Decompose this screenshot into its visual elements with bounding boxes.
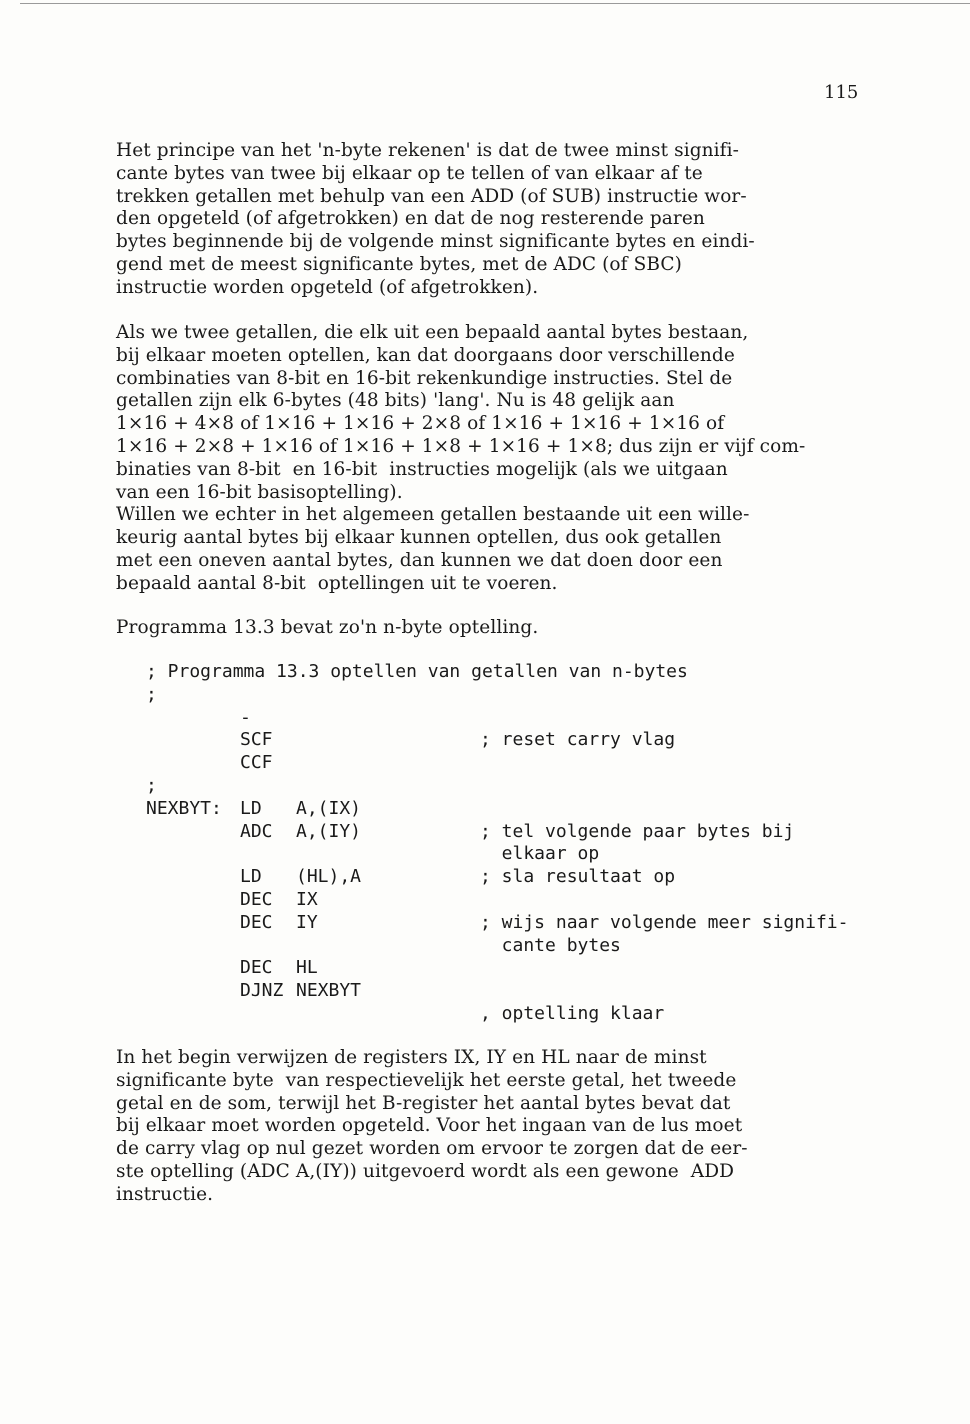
paragraph-program-intro: Programma 13.3 bevat zo'n n-byte optelling. <box>116 617 539 638</box>
code-line <box>146 729 866 752</box>
code-opcode: DEC <box>240 911 273 933</box>
code-opcode: LD <box>240 797 262 819</box>
code-comment: elkaar op <box>480 843 600 865</box>
code-operand: NEXBYT <box>296 980 362 1002</box>
code-comment: cante bytes <box>480 934 621 956</box>
code-label: NEXBYT: <box>146 797 222 819</box>
code-operand: A,(IY) <box>296 820 362 842</box>
code-comment: ; reset carry vlag <box>480 729 676 751</box>
code-line <box>146 821 866 844</box>
code-line <box>146 707 866 730</box>
code-comment: ; sla resultaat op <box>480 866 676 888</box>
code-line <box>146 980 866 1003</box>
code-line <box>146 866 866 889</box>
code-operand: A,(IX) <box>296 797 362 819</box>
program-listing <box>146 661 866 1026</box>
code-opcode: DEC <box>240 888 273 910</box>
code-line <box>146 843 866 866</box>
code-operand: HL <box>296 957 318 979</box>
code-comment: ; tel volgende paar bytes bij <box>480 820 795 842</box>
code-operand: IY <box>296 911 318 933</box>
code-comment: ; wijs naar volgende meer signifi- <box>480 911 849 933</box>
code-line <box>146 912 866 935</box>
paragraph-explanation: In het begin verwijzen de registers IX, IY en HL naar de minst significante byte van respectievelijk het eerste getal, het tweede getal en de som, terwijl het B-register het aantal bytes bevat dat bij elkaar moet worden opgeteld. Voor het ingaan van de lus moet de carry vlag op nul gezet worden om ervoor te zorgen dat de eer- ste optelling (ADC A,(IY)) uitgevoerd wordt als een gewone ADD instructie. <box>116 1047 748 1205</box>
paragraph-n-byte-principle: Het principe van het 'n-byte rekenen' is dat de twee minst signifi- cante bytes van twee bij elkaar op te tellen of van elkaar af te trekken getallen met behulp van een ADD (of SUB) instructie wor- den opgeteld (of afgetrokken) en dat de nog resterende paren bytes beginnende bij de volgende minst significante bytes en eindi- gend met de meest significante bytes, met de ADC (of SBC) instructie worden opgeteld (of afgetrokken). <box>116 140 755 298</box>
code-operand: (HL),A <box>296 866 362 888</box>
code-line <box>146 798 866 821</box>
code-opcode: SCF <box>240 729 273 751</box>
code-line <box>146 775 866 798</box>
code-opcode: ADC <box>240 820 273 842</box>
code-line <box>146 1003 866 1026</box>
code-line <box>146 684 866 707</box>
page-top-edge <box>20 3 970 4</box>
code-line <box>146 752 866 775</box>
code-line <box>146 935 866 958</box>
code-opcode: DEC <box>240 957 273 979</box>
code-label: ; <box>146 683 157 705</box>
code-comment: , optelling klaar <box>480 1002 665 1024</box>
code-line <box>146 661 866 684</box>
code-opcode: CCF <box>240 752 273 774</box>
code-label: ; <box>146 774 157 796</box>
code-line <box>146 889 866 912</box>
paragraph-adding-numbers: Als we twee getallen, die elk uit een bepaald aantal bytes bestaan, bij elkaar moeten optellen, kan dat doorgaans door verschillende combinaties van 8-bit en 16-bit rekenkundige instructies. Stel de getallen zijn elk 6-bytes (48 bits) 'lang'. Nu is 48 gelijk aan 1×16 + 4×8 of 1×16 + 1×16 + 2×8 of 1×16 + 1×16 + 1×16 of 1×16 + 2×8 + 1×16 of 1×16 + 1×8 + 1×16 + 1×8; dus zijn er vijf com- binaties van 8-bit en 16-bit instructies mogelijk (als we uitgaan van een 16-bit basisoptelling). Willen we echter in het algemeen getallen bestaande uit een wille- keurig aantal bytes bij elkaar kunnen optellen, dus ook getallen met een oneven aantal bytes, dan kunnen we dat doen door een bepaald aantal 8-bit optellingen uit te voeren. <box>116 322 806 594</box>
code-operand: IX <box>296 888 318 910</box>
code-opcode: LD <box>240 866 262 888</box>
code-line <box>146 957 866 980</box>
code-opcode: DJNZ <box>240 980 284 1002</box>
page-number: 115 <box>824 82 859 103</box>
code-label: ; Programma 13.3 optellen van getallen van n-bytes <box>146 661 688 682</box>
code-opcode: - <box>240 706 251 728</box>
